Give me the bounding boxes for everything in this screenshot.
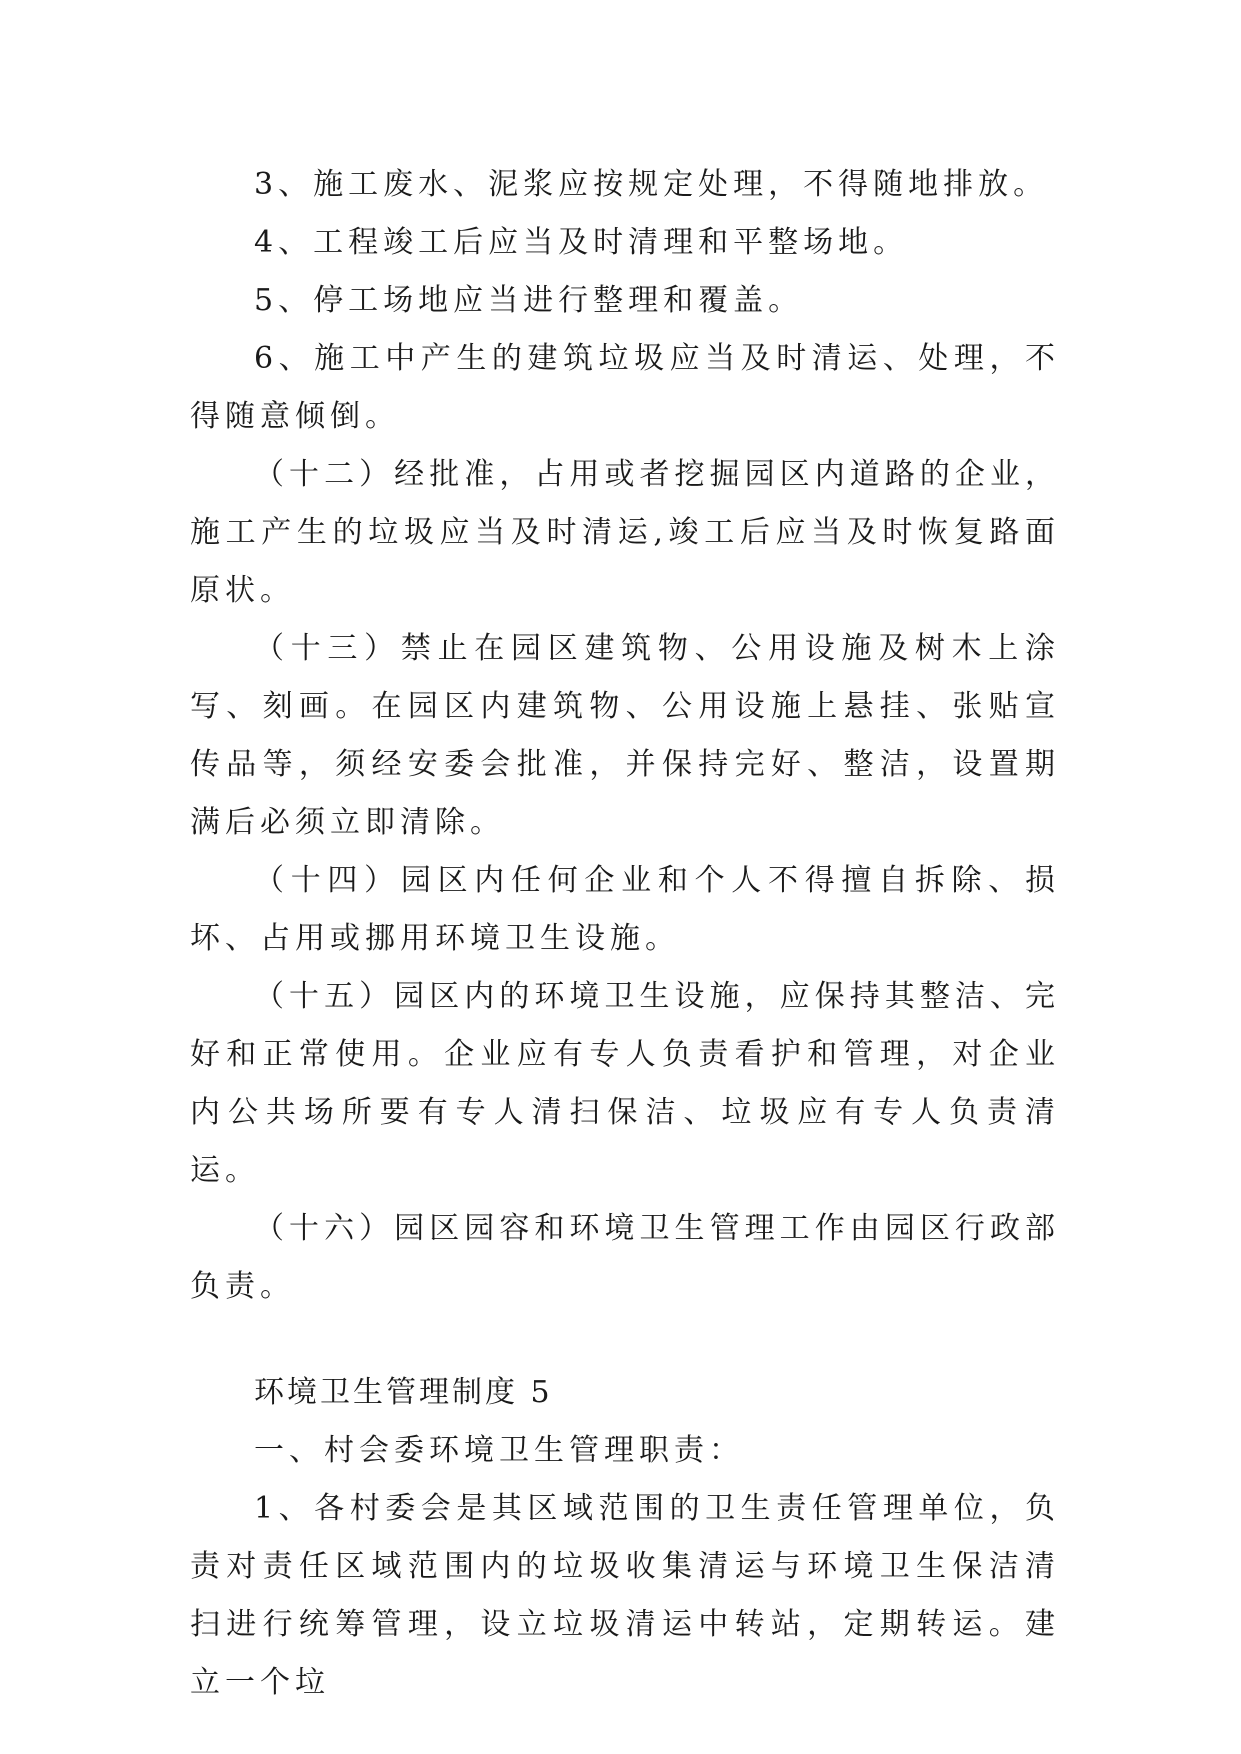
paragraph-item-3: 3、施工废水、泥浆应按规定处理，不得随地排放。 [254,167,1049,202]
section-title: 环境卫生管理制度 5 [254,1375,553,1410]
paragraph-item-4: 4、工程竣工后应当及时清理和平整场地。 [254,225,909,260]
paragraph-duty-heading: 一、村会委环境卫生管理职责： [254,1433,744,1468]
paragraph-clause-13: （十三）禁止在园区建筑物、公用设施及树木上涂写、刻画。在园区内建筑物、公用设施上悬挂、张贴宣传品等，须经安委会批准，并保持完好、整洁，设置期满后必须立即清除。 [190,631,1060,840]
document-body [190,156,1060,1712]
paragraph-clause-15: （十五）园区内的环境卫生设施，应保持其整洁、完好和正常使用。企业应有专人负责看护和管理，对企业内公共场所要有专人清扫保洁、垃圾应有专人负责清运。 [190,979,1060,1188]
paragraph-clause-12: （十二）经批准，占用或者挖掘园区内道路的企业，施工产生的垃圾应当及时清运,竣工后应当及时恢复路面原状。 [190,457,1060,608]
paragraph-duty-1: 1、各村委会是其区域范围的卫生责任管理单位，负责对责任区域范围内的垃圾收集清运与环境卫生保洁清扫进行统筹管理，设立垃圾清运中转站，定期转运。建立一个垃 [190,1491,1060,1700]
paragraph-item-5: 5、停工场地应当进行整理和覆盖。 [254,283,804,318]
section-spacer [190,1316,1060,1364]
paragraph-item-6: 6、施工中产生的建筑垃圾应当及时清运、处理，不得随意倾倒。 [190,341,1060,434]
paragraph-clause-16: （十六）园区园容和环境卫生管理工作由园区行政部负责。 [190,1211,1060,1304]
paragraph-clause-14: （十四）园区内任何企业和个人不得擅自拆除、损坏、占用或挪用环境卫生设施。 [190,863,1060,956]
